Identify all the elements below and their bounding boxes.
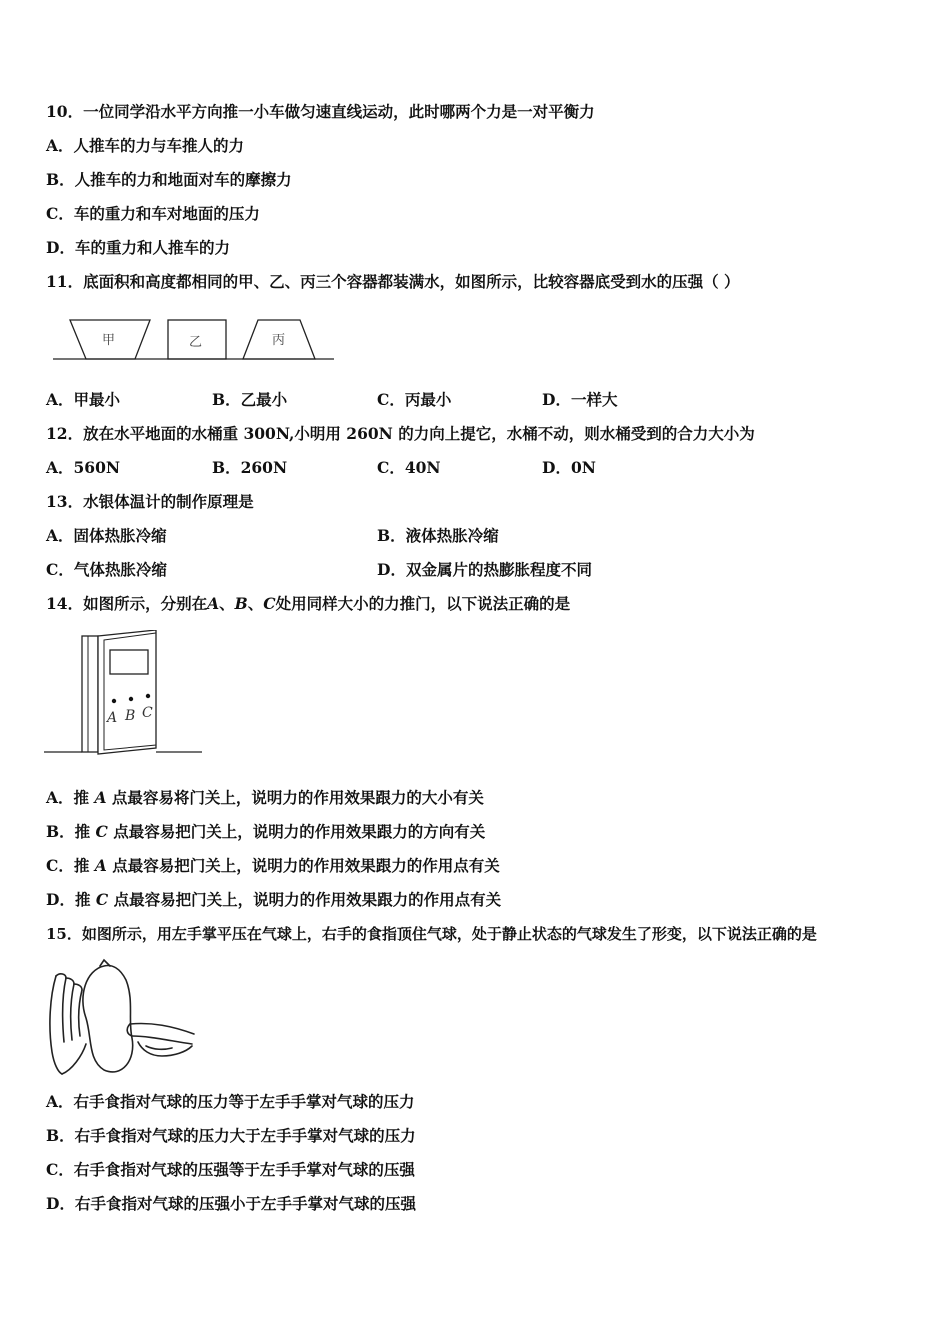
door-point-c — [146, 694, 150, 698]
balloon-outline — [83, 966, 133, 1072]
q13-option-d: D．双金属片的热膨胀程度不同 — [377, 560, 592, 579]
q13-option-b: B．液体热胀冷缩 — [377, 526, 499, 545]
q14-door-figure — [44, 630, 206, 760]
q11-options — [46, 390, 906, 410]
q10-stem: 10．一位同学沿水平方向推一小车做匀速直线运动，此时哪两个力是一对平衡力 — [46, 102, 595, 121]
q12-option-a: A．560N — [46, 458, 121, 477]
door-point-b — [129, 697, 133, 701]
q11-stem: 11．底面积和高度都相同的甲、乙、丙三个容器都装满水，如图所示，比较容器底受到水的压强（ ） — [46, 272, 740, 291]
q15-stem: 15．如图所示，用左手掌平压在气球上，右手的食指顶住气球，处于静止状态的气球发生了形变，以下说法正确的是 — [46, 925, 817, 943]
q13-option-a: A．固体热胀冷缩 — [46, 526, 167, 545]
door-point-a — [112, 699, 116, 703]
q12-stem: 12．放在水平地面的水桶重 300N,小明用 260N 的力向上提它，水桶不动，则水桶受到的合力大小为 — [46, 424, 755, 443]
q10-option-d: D．车的重力和人推车的力 — [46, 238, 230, 257]
label-b: B — [125, 708, 136, 724]
q12-option-d: D．0N — [542, 458, 596, 477]
label-jia: 甲 — [102, 333, 116, 348]
q14-option-b: B．推 C 点最容易把门关上，说明力的作用效果跟力的方向有关 — [46, 822, 486, 841]
label-a: A — [107, 710, 118, 726]
q15-option-a: A．右手食指对气球的压力等于左手手掌对气球的压力 — [46, 1092, 415, 1111]
q14-stem: 14．如图所示，分别在A、B、C处用同样大小的力推门，以下说法正确的是 — [46, 594, 571, 613]
q11-option-b: B．乙最小 — [212, 390, 288, 409]
q12-options — [46, 458, 906, 478]
q15-balloon-figure — [42, 956, 202, 1078]
q10-option-a: A．人推车的力与车推人的力 — [46, 136, 245, 155]
q14-stem-point-b: B — [234, 594, 248, 613]
q13-options-row2 — [46, 560, 906, 580]
q15-option-b: B．右手食指对气球的压力大于左手手掌对气球的压力 — [46, 1126, 416, 1145]
label-c: C — [142, 705, 153, 721]
q15-option-c: C．右手食指对气球的压强等于左手手掌对气球的压强 — [46, 1160, 415, 1179]
q13-options-row1 — [46, 526, 906, 546]
q10-option-c: C．车的重力和车对地面的压力 — [46, 204, 260, 223]
q11-option-a: A．甲最小 — [46, 390, 121, 409]
q15-option-d: D．右手食指对气球的压强小于左手手掌对气球的压强 — [46, 1194, 416, 1213]
q11-option-d: D．一样大 — [542, 390, 618, 409]
label-yi: 乙 — [189, 335, 203, 350]
q13-option-c: C．气体热胀冷缩 — [46, 560, 167, 579]
q12-option-c: C．40N — [377, 458, 441, 477]
q14-option-a: A．推 A 点最容易将门关上，说明力的作用效果跟力的大小有关 — [46, 788, 484, 807]
door-panel — [98, 630, 156, 754]
q14-option-c: C．推 A 点最容易把门关上，说明力的作用效果跟力的作用点有关 — [46, 856, 500, 875]
q14-option-d: D．推 C 点最容易把门关上，说明力的作用效果跟力的作用点有关 — [46, 890, 502, 909]
q14-stem-point-c: C — [263, 594, 276, 613]
label-bing: 丙 — [272, 333, 286, 348]
q11-containers-figure — [50, 314, 340, 364]
q11-option-c: C．丙最小 — [377, 390, 452, 409]
q14-stem-point-a: A — [207, 594, 220, 613]
q13-stem: 13．水银体温计的制作原理是 — [46, 492, 254, 511]
door-frame — [82, 636, 98, 752]
q12-option-b: B．260N — [212, 458, 288, 477]
q10-option-b: B．人推车的力和地面对车的摩擦力 — [46, 170, 292, 189]
